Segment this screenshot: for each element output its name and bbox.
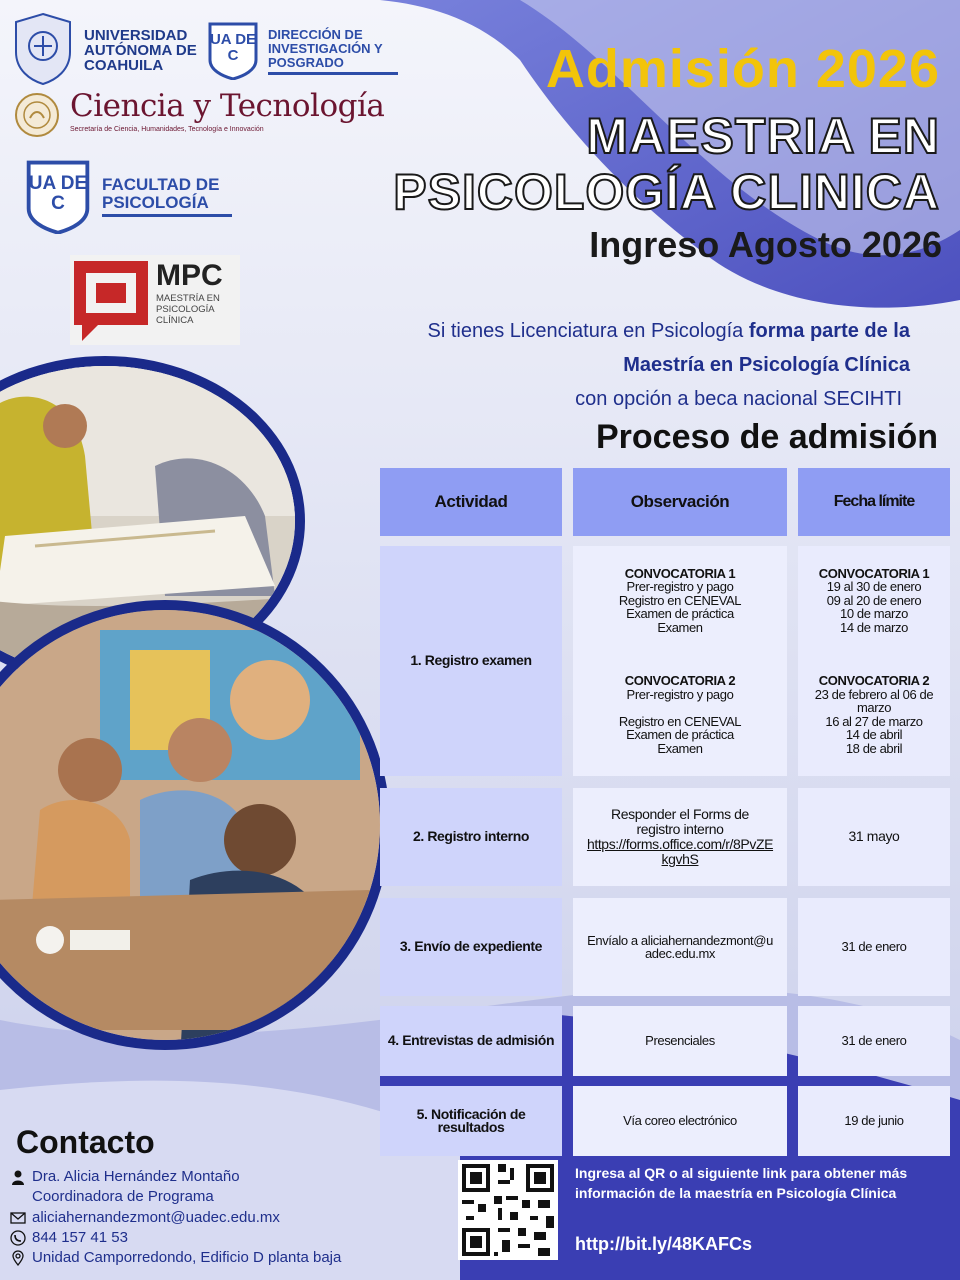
conv1-title: CONVOCATORIA 1	[818, 565, 930, 581]
row5-observation: Vía coreo electrónico	[573, 1086, 787, 1156]
cyt-title: Ciencia y Tecnología	[70, 88, 385, 124]
contact-phone-line	[10, 1229, 390, 1246]
conv1-date: 10 de marzo	[840, 606, 908, 622]
contact-email-line	[10, 1209, 390, 1226]
row3-activity: 3. Envío de expediente	[380, 898, 562, 996]
header-activity: Actividad	[380, 468, 562, 536]
row1-observation	[573, 546, 787, 776]
intake-date-title: Ingreso Agosto 2026	[589, 224, 942, 265]
contact-address: Unidad Camporredondo, Edificio D planta baja	[32, 1249, 342, 1266]
intro-line3: con opción a beca nacional SECIHTI	[575, 388, 902, 410]
mpc-emblem-icon	[72, 259, 150, 343]
badge-text: UA DE C	[209, 31, 257, 64]
faculty-name: FACULTAD DE PSICOLOGÍA	[102, 176, 232, 217]
conv2-obs-item: Registro en CENEVAL	[618, 713, 742, 729]
row2-observation-text: Responder el Forms de registro interno	[611, 806, 749, 837]
university-name: UNIVERSIDAD AUTÓNOMA DE COAHUILA	[84, 27, 197, 74]
mail-icon	[10, 1210, 26, 1226]
person-icon	[10, 1169, 26, 1185]
mpc-abbr: MPC	[156, 259, 223, 292]
mexico-seal-logo	[14, 92, 60, 138]
contact-email[interactable]: aliciahernandezmont@uadec.edu.mx	[32, 1209, 280, 1226]
qr-instructions: Ingresa al QR o al siguiente link para obtener más información de la maestría en Psicología Clínica	[575, 1165, 908, 1201]
conv1-date: 19 al 30 de enero	[826, 579, 922, 595]
qr-code-icon[interactable]	[458, 1160, 558, 1260]
conv2-obs-spacer	[619, 701, 741, 715]
admission-year-title: Admisión 2026	[545, 39, 940, 99]
conv2-date: 14 de abril	[845, 727, 903, 743]
conv2-title: CONVOCATORIA 2	[818, 673, 930, 689]
short-link[interactable]: http://bit.ly/48KAFCs	[575, 1234, 753, 1254]
contact-role: Coordinadora de Programa	[32, 1188, 214, 1205]
row4-activity: 4. Entrevistas de admisión	[380, 1006, 562, 1076]
conv1-obs-item: Examen	[657, 619, 703, 635]
program-title-line2: PSICOLOGÍA CLINICA	[393, 164, 940, 220]
intro-line1-plain: Si tienes Licenciatura en Psicología	[427, 320, 749, 342]
intro-line2: Maestría en Psicología Clínica	[623, 354, 910, 376]
badge-text: UA DE C	[28, 173, 88, 214]
mpc-logo	[70, 255, 240, 345]
contact-role-line	[32, 1188, 412, 1205]
conv1-obs-item: Examen de práctica	[626, 606, 734, 622]
phone-icon	[10, 1230, 26, 1246]
conv1-date: 09 al 20 de enero	[826, 592, 922, 608]
row2-activity: 2. Registro interno	[380, 788, 562, 886]
contact-phone[interactable]: 844 157 41 53	[32, 1229, 128, 1246]
conv2-title: CONVOCATORIA 2	[624, 673, 736, 689]
faculty-badge-logo	[26, 160, 90, 234]
row5-activity: 5. Notificación de resultados	[380, 1086, 562, 1156]
conv1-dates	[819, 567, 929, 635]
row1-deadline	[798, 546, 950, 776]
conv2-obs-item: Examen de práctica	[626, 727, 734, 743]
intro-line1-bold: forma parte de la	[748, 320, 910, 342]
conv2-obs-item: Prer-registro y pago	[626, 686, 734, 702]
contact-name-line	[10, 1168, 390, 1185]
row3-observation: Envíalo a aliciahernandezmont@uadec.edu.mx	[573, 898, 787, 996]
row3-deadline: 31 de enero	[798, 898, 950, 996]
intro-text	[300, 314, 910, 416]
header-deadline: Fecha límite	[798, 468, 950, 536]
conv1-date: 14 de marzo	[840, 619, 908, 635]
uadec-seal-logo	[12, 12, 74, 86]
row2-observation	[573, 788, 787, 886]
conv2-date: 16 al 27 de marzo	[825, 713, 923, 729]
contact-address-line	[10, 1249, 390, 1266]
conv1-obs-item: Registro en CENEVAL	[618, 592, 742, 608]
mpc-full-name: MAESTRÍA EN PSICOLOGÍA CLÍNICA	[156, 293, 220, 326]
conv2-obs	[619, 674, 741, 755]
program-title	[360, 108, 940, 220]
direction-name: DIRECCIÓN DE INVESTIGACIÓN Y POSGRADO	[268, 28, 398, 75]
forms-link[interactable]: https://forms.office.com/r/8PvZEkgvhS	[586, 836, 774, 867]
row1-activity: 1. Registro examen	[380, 546, 562, 776]
process-title: Proceso de admisión	[596, 418, 938, 456]
conv2-date: 18 de abril	[845, 740, 903, 756]
uadec-badge-logo	[208, 22, 258, 80]
conv2-dates	[802, 674, 946, 755]
conv2-date: 23 de febrero al 06 de marzo	[814, 686, 934, 716]
contact-name: Dra. Alicia Hernández Montaño	[32, 1168, 240, 1185]
cyt-subtitle: Secretaría de Ciencia, Humanidades, Tecnología e Innovación	[70, 126, 264, 133]
row4-observation: Presenciales	[573, 1006, 787, 1076]
location-icon	[10, 1250, 26, 1266]
row5-deadline: 19 de junio	[798, 1086, 950, 1156]
header-observation: Observación	[573, 468, 787, 536]
conv1-obs	[619, 567, 741, 635]
row4-deadline: 31 de enero	[798, 1006, 950, 1076]
conv1-title: CONVOCATORIA 1	[624, 565, 736, 581]
program-title-line1: MAESTRIA EN	[586, 108, 940, 164]
conv2-obs-item: Examen	[657, 740, 703, 756]
conv1-obs-item: Prer-registro y pago	[626, 579, 734, 595]
contact-title: Contacto	[16, 1124, 155, 1160]
row2-deadline: 31 mayo	[798, 788, 950, 886]
